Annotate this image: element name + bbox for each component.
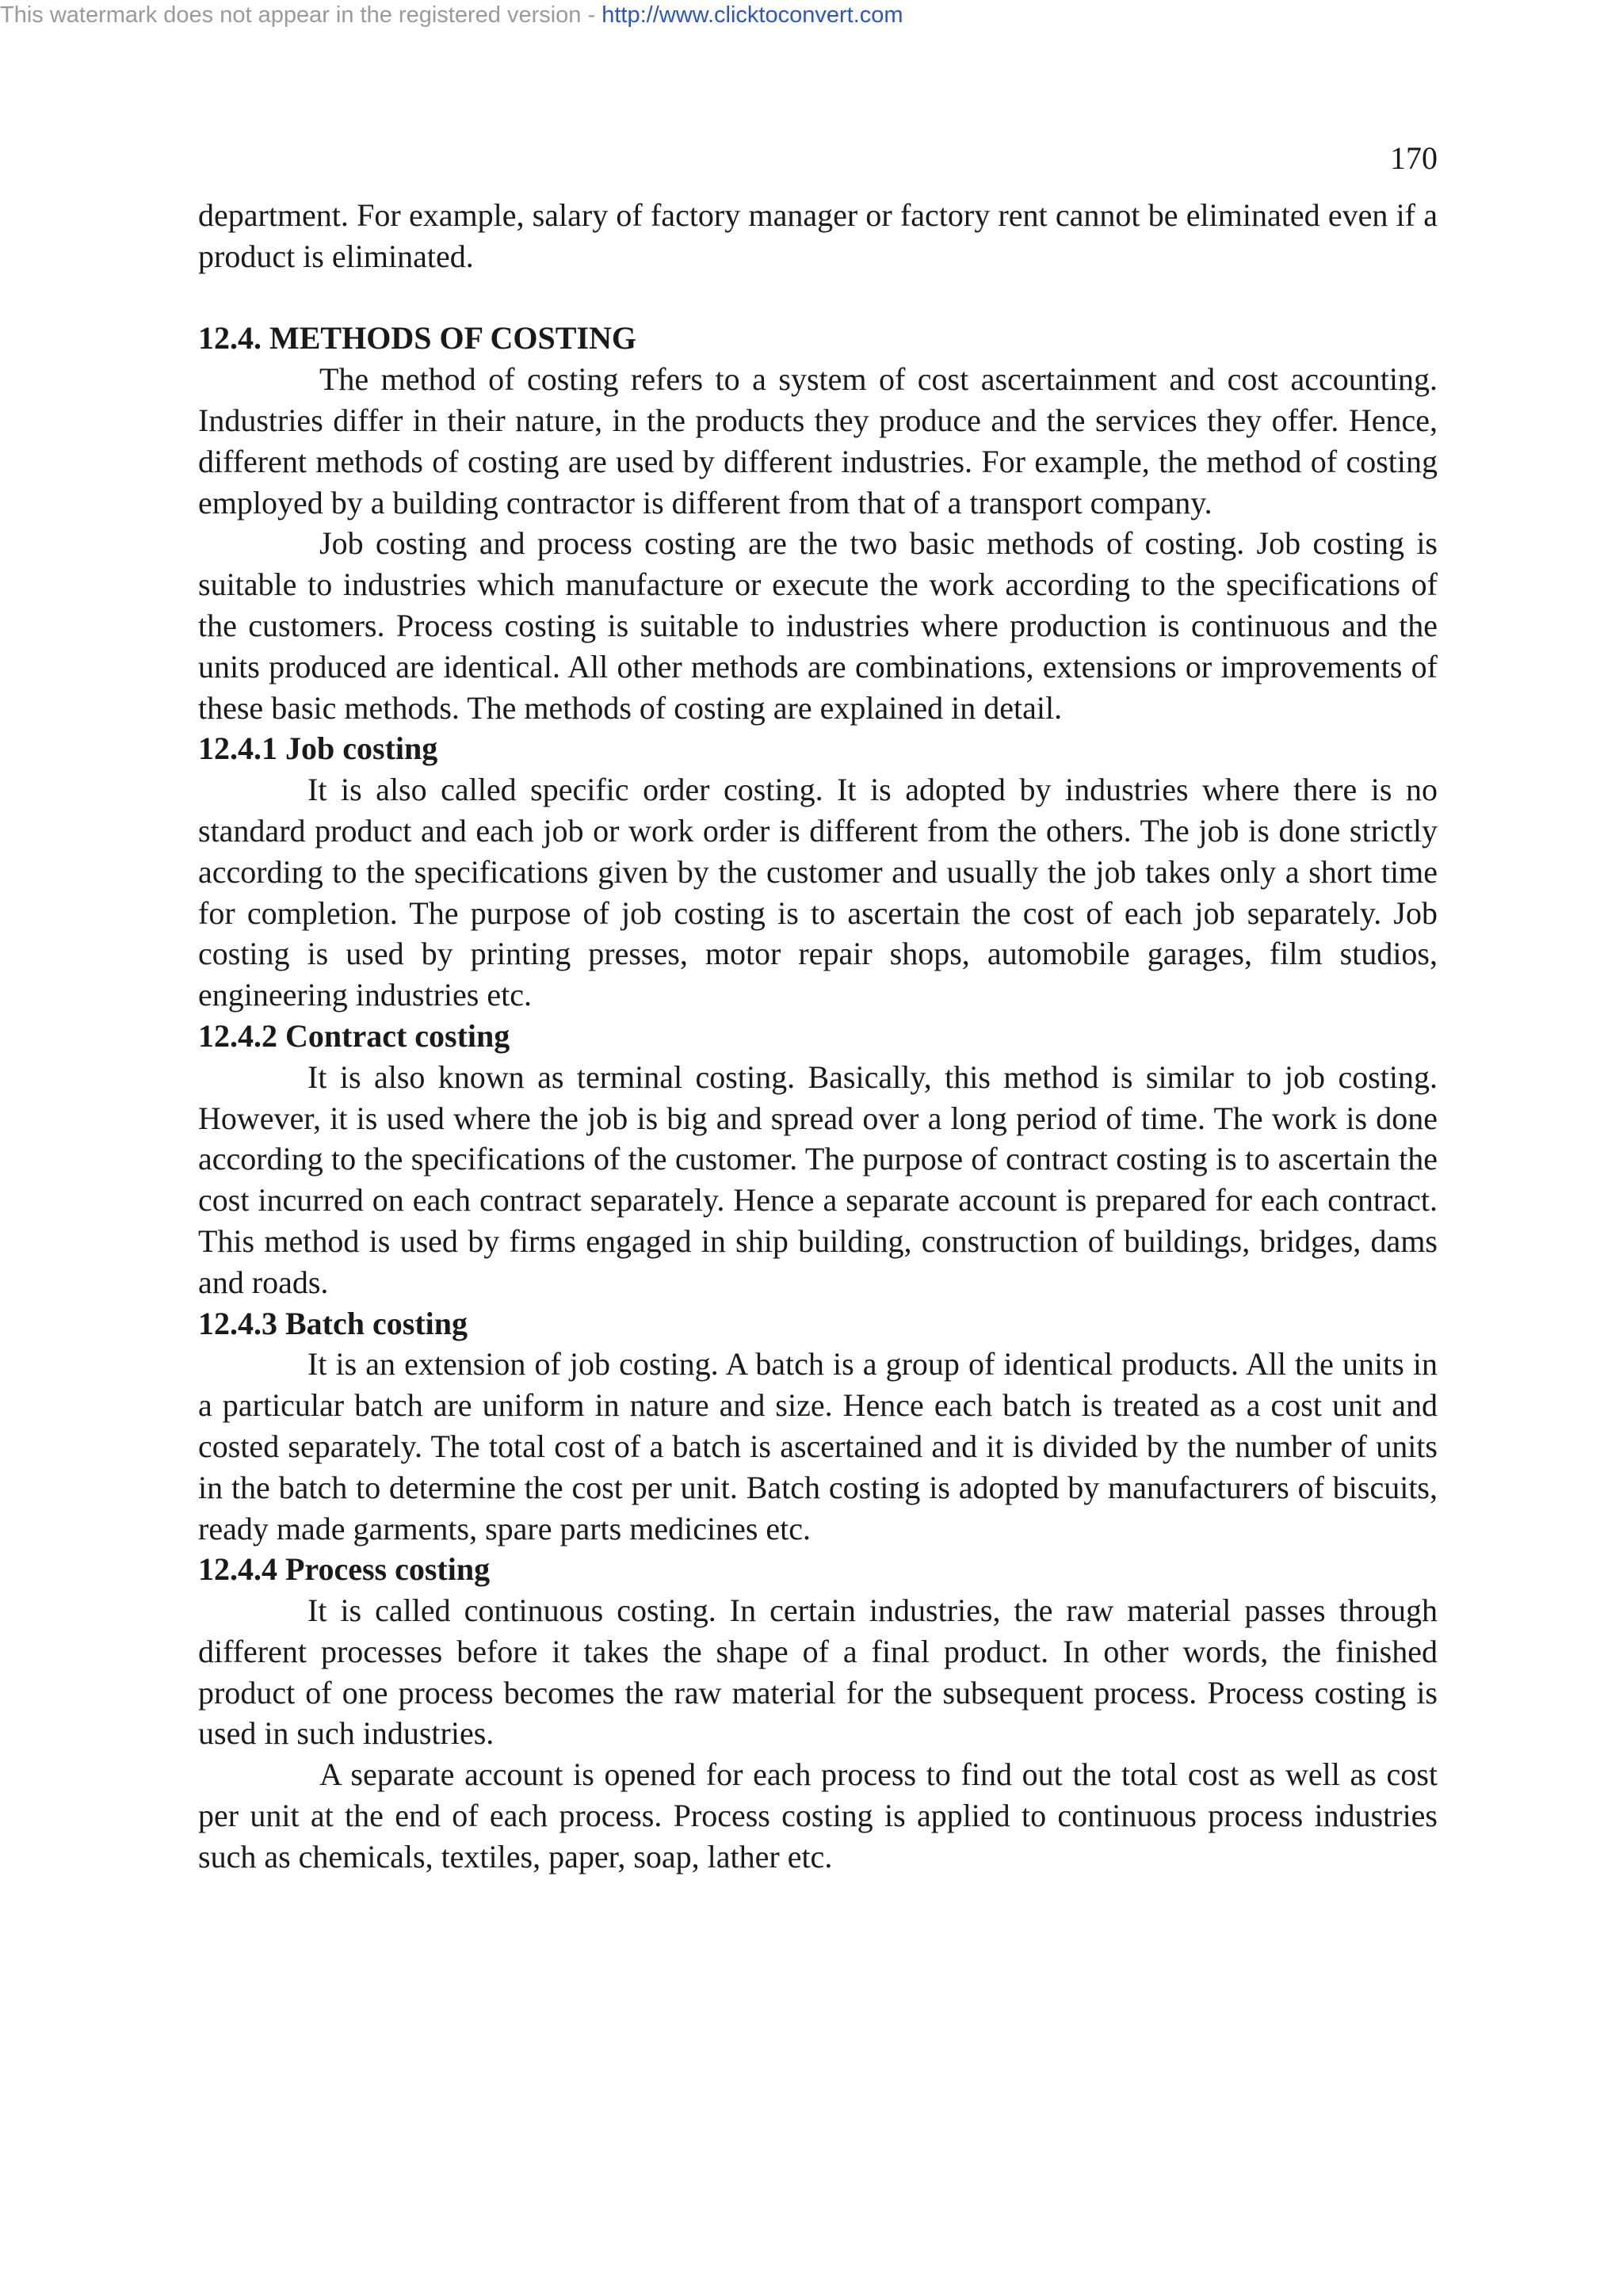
watermark-banner bbox=[0, 0, 903, 30]
page-content bbox=[198, 195, 1438, 1878]
subsection-paragraph: It is called continuous costing. In certain industries, the raw material passes through different processes before it takes the shape of a final product. In other words, the finished product of one process becomes the raw material for the subsequent process. Process costing is used in such industries. bbox=[198, 1592, 1438, 1752]
subsection-heading-contract-costing: 12.4.2 Contract costing bbox=[198, 1017, 510, 1054]
page-number: 170 bbox=[1390, 140, 1438, 176]
section-paragraph: Job costing and process costing are the two basic methods of costing. Job costing is suitable to industries which manufacture or execute the work according to the specifications of the customers. Process costing is suitable to industries where production is continuous and the units produced are identical. All other methods are combinations, extensions or improvements of these basic methods. The methods of costing are explained in detail. bbox=[198, 525, 1438, 726]
section-spacer bbox=[198, 277, 1438, 318]
subsection-paragraph: It is an extension of job costing. A batch is a group of identical products. All the units in a particular batch are uniform in nature and size. Hence each batch is treated as a cost unit and costed separately. The total cost of a batch is ascertained and it is divided by the number of units in the batch to determine the cost per unit. Batch costing is adopted by manufacturers of biscuits, ready made garments, spare parts medicines etc. bbox=[198, 1346, 1438, 1547]
section-paragraph: The method of costing refers to a system of cost ascertainment and cost accounting. Industries differ in their nature, in the products they produce and the services they offer. Hence, different methods of costing are used by different industries. For example, the method of costing employed by a building contractor is different from that of a transport company. bbox=[198, 361, 1438, 521]
watermark-text: This watermark does not appear in the registered version - bbox=[0, 2, 602, 28]
subsection-heading-job-costing: 12.4.1 Job costing bbox=[198, 730, 438, 767]
watermark-link[interactable]: http://www.clicktoconvert.com bbox=[601, 2, 903, 28]
section-heading: 12.4. METHODS OF COSTING bbox=[198, 320, 637, 357]
subsection-paragraph: A separate account is opened for each process to find out the total cost as well as cost per unit at the end of each process. Process costing is applied to continuous process industries such as chemicals, textiles, paper, soap, lather etc. bbox=[198, 1756, 1438, 1875]
intro-paragraph: department. For example, salary of factory manager or factory rent cannot be eliminated even if a product is eliminated. bbox=[198, 197, 1438, 274]
subsection-paragraph: It is also called specific order costing. It is adopted by industries where there is no standard product and each job or work order is different from the others. The job is done strictly according to the specifications given by the customer and usually the job takes only a short time for completion. The purpose of job costing is to ascertain the cost of each job separately. Job costing is used by printing presses, motor repair shops, automobile garages, film studios, engineering industries etc. bbox=[198, 772, 1438, 1013]
subsection-heading-batch-costing: 12.4.3 Batch costing bbox=[198, 1305, 468, 1341]
subsection-paragraph: It is also known as terminal costing. Basically, this method is similar to job costing. However, it is used where the job is big and spread over a long period of time. The work is done according to the specifications of the customer. The purpose of contract costing is to ascertain the cost incurred on each contract separately. Hence a separate account is prepared for each contract. This method is used by firms engaged in ship building, construction of buildings, bridges, dams and roads. bbox=[198, 1058, 1438, 1300]
subsection-heading-process-costing: 12.4.4 Process costing bbox=[198, 1551, 491, 1588]
